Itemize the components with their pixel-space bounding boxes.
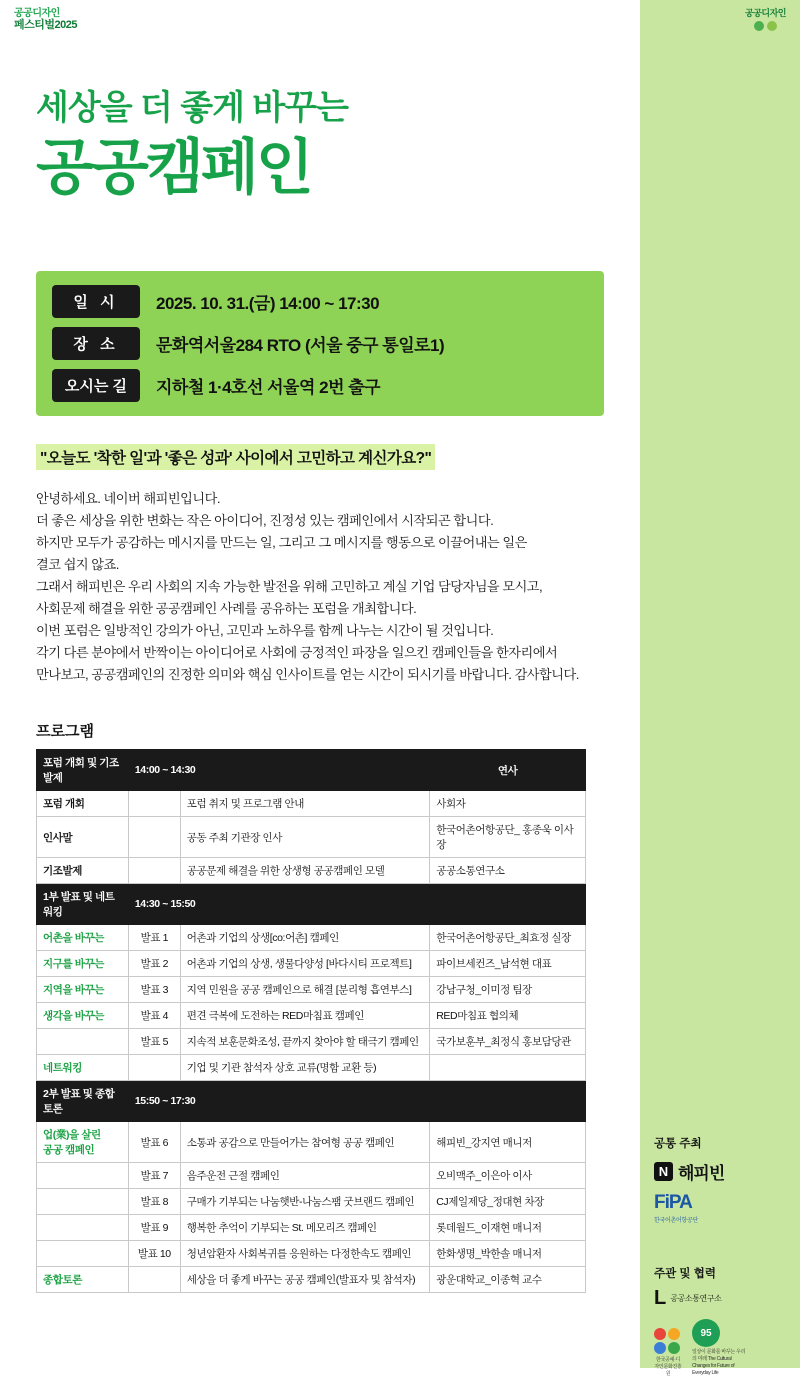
program-row-category: 지구를 바꾸는 <box>37 951 129 977</box>
program-row-speaker: CJ제일제당_정대현 차장 <box>430 1189 586 1215</box>
program-row-speaker: 롯데월드_이재현 매니저 <box>430 1215 586 1241</box>
festival-logo <box>14 8 77 31</box>
program-row-speaker: 국가보훈부_최정식 홍보담당관 <box>430 1029 586 1055</box>
program-row-number <box>128 1055 180 1081</box>
pcri-logo <box>654 1289 786 1307</box>
invitation-line: 하지만 모두가 공감하는 메시지를 만드는 일, 그리고 그 메시지를 행동으로 이끌어내는 일은 <box>36 535 527 550</box>
program-row-speaker: 한국어촌어항공단_ 홍종욱 이사장 <box>430 817 586 858</box>
program-row-category: 네트워킹 <box>37 1055 129 1081</box>
kcdf-dots-icon <box>654 1328 682 1354</box>
hero-title: 공공캠페인 <box>36 134 311 201</box>
program-row-topic: 공공문제 해결을 위한 상생형 공공캠페인 모델 <box>180 858 429 884</box>
program-row-number <box>128 858 180 884</box>
fipa-logo <box>654 1192 786 1224</box>
program-row-number <box>128 817 180 858</box>
partner-kcdf <box>654 1328 682 1377</box>
program-row-category <box>37 1189 129 1215</box>
program-row-topic: 구매가 기부되는 나눔햇반-나눔스팸 굿브랜드 캠페인 <box>180 1189 429 1215</box>
program-section-header <box>37 1081 586 1122</box>
naver-mark-icon: N <box>654 1162 673 1181</box>
info-value-place: 문화역서울284 RTO (서울 중구 통일로1) <box>156 336 445 355</box>
program-row-category: 생각을 바꾸는 <box>37 1003 129 1029</box>
program-row-speaker: RED마침표 협의체 <box>430 1003 586 1029</box>
program-row-category: 어촌을 바꾸는 <box>37 925 129 951</box>
program-row-number: 발표 6 <box>128 1122 180 1163</box>
program-speaker-header <box>430 884 586 925</box>
program-section-name: 2부 발표 및 종합토론 <box>37 1081 129 1122</box>
program-row-speaker: 오비맥주_이은아 이사 <box>430 1163 586 1189</box>
program-row <box>37 858 586 884</box>
event-info-box <box>36 271 604 416</box>
festival-logo-line1: 공공디자인 <box>14 8 60 19</box>
program-row-category <box>37 1163 129 1189</box>
happybean-logo <box>654 1159 786 1184</box>
program-row-number: 발표 9 <box>128 1215 180 1241</box>
program-table <box>36 749 586 1293</box>
program-row <box>37 791 586 817</box>
program-row <box>37 1003 586 1029</box>
program-section-header <box>37 750 586 791</box>
poster-sidebar <box>640 0 800 1377</box>
program-row-topic: 어촌과 기업의 상생[co:어촌] 캠페인 <box>180 925 429 951</box>
program-row-topic: 기업 및 기관 참석자 상호 교류(명함 교환 등) <box>180 1055 429 1081</box>
program-row <box>37 1215 586 1241</box>
program-row <box>37 1163 586 1189</box>
invitation-line: 더 좋은 세상을 위한 변화는 작은 아이디어, 진정성 있는 캠페인에서 시작되곤 합니다. <box>36 513 494 528</box>
happybean-label: 해피빈 <box>678 1164 725 1183</box>
invitation-line: 그래서 해피빈은 우리 사회의 지속 가능한 발전을 위해 고민하고 계실 기업 담당자님을 모시고, <box>36 579 543 594</box>
info-label-date: 일 시 <box>52 285 140 318</box>
program-row-number: 발표 1 <box>128 925 180 951</box>
sidebar-brand-logo <box>745 8 786 31</box>
invitation-line: 사회문제 해결을 위한 공공캠페인 사례를 공유하는 포럼을 개최합니다. <box>36 601 417 616</box>
program-row-topic: 지속적 보훈문화조성, 끝까지 찾아야 할 태극기 캠페인 <box>180 1029 429 1055</box>
program-row-number: 발표 7 <box>128 1163 180 1189</box>
fipa-sublabel: 한국어촌어항공단 <box>654 1218 698 1224</box>
program-row-category: 종합토론 <box>37 1267 129 1293</box>
program-row-number <box>128 791 180 817</box>
culture-mark-icon: 95 <box>692 1319 720 1347</box>
program-row-number: 발표 2 <box>128 951 180 977</box>
program-row-speaker: 공공소통연구소 <box>430 858 586 884</box>
program-row-number: 발표 4 <box>128 1003 180 1029</box>
invitation-line: 안녕하세요. 네이버 해피빈입니다. <box>36 491 221 506</box>
hero-subtitle: 세상을 더 좋게 바꾸는 <box>36 89 348 127</box>
program-row-topic: 소통과 공감으로 만들어가는 참여형 공공 캠페인 <box>180 1122 429 1163</box>
program-row-category <box>37 1215 129 1241</box>
program-row-number: 발표 3 <box>128 977 180 1003</box>
program-section-name: 1부 발표 및 네트워킹 <box>37 884 129 925</box>
program-row-category: 인사말 <box>37 817 129 858</box>
program-table-body <box>37 750 586 1293</box>
organizer-label: 주관 및 협력 <box>654 1268 716 1280</box>
program-row-topic: 행복한 추억이 기부되는 St. 메모리즈 캠페인 <box>180 1215 429 1241</box>
invitation-line: 각기 다른 분야에서 반짝이는 아이디어로 사회에 긍정적인 파장을 일으킨 캠페인들을 한자리에서 <box>36 645 558 660</box>
program-row-category: 기조발제 <box>37 858 129 884</box>
program-row-number <box>128 1267 180 1293</box>
program-row-speaker: 강남구청_이미정 팀장 <box>430 977 586 1003</box>
program-row <box>37 951 586 977</box>
program-row <box>37 1189 586 1215</box>
invitation-line: 만나보고, 공공캠페인의 진정한 의미와 핵심 인사이트를 얻는 시간이 되시기를 바랍니다. 감사합니다. <box>36 667 579 682</box>
fipa-label: FiPA <box>654 1192 692 1213</box>
invitation-body <box>36 488 608 686</box>
host-label: 공통 주최 <box>654 1138 702 1150</box>
program-speaker-header <box>430 1081 586 1122</box>
highlight-quote: "오늘도 '착한 일'과 '좋은 성과' 사이에서 고민하고 계신가요?" <box>36 444 435 470</box>
program-row-number: 발표 8 <box>128 1189 180 1215</box>
program-row <box>37 977 586 1003</box>
program-row-speaker: 광운대학교_이종혁 교수 <box>430 1267 586 1293</box>
info-label-directions: 오시는 길 <box>52 369 140 402</box>
program-row-speaker <box>430 1055 586 1081</box>
sidebar-brand-dots-icon <box>745 21 786 31</box>
hero-section <box>0 0 640 201</box>
culture-caption: 일상이 문화를 바꾸는 우리의 미래 The Cultural Changes for Future of Everyday Life <box>692 1349 746 1376</box>
program-row <box>37 1241 586 1267</box>
program-section-header <box>37 884 586 925</box>
program-row <box>37 925 586 951</box>
program-row-speaker: 파이브세컨즈_남석현 대표 <box>430 951 586 977</box>
kcdf-caption: 한국공예·디자인문화진흥원 <box>654 1357 682 1377</box>
invitation-line: 이번 포럼은 일방적인 강의가 아닌, 고민과 노하우를 함께 나누는 시간이 될 것입니다. <box>36 623 494 638</box>
program-row-category <box>37 1029 129 1055</box>
program-row-topic: 포럼 취지 및 프로그램 안내 <box>180 791 429 817</box>
program-row-topic: 청년암환자 사회복귀를 응원하는 다정한속도 캠페인 <box>180 1241 429 1267</box>
program-row <box>37 1029 586 1055</box>
partner-logos <box>654 1319 786 1377</box>
program-row-topic: 지역 민원을 공공 캠페인으로 해결 [분리형 흡연부스] <box>180 977 429 1003</box>
info-row-directions <box>52 369 588 402</box>
host-block <box>654 1135 786 1224</box>
program-row <box>37 817 586 858</box>
program-row-topic: 어촌과 기업의 상생, 생물다양성 [바다시티 프로젝트] <box>180 951 429 977</box>
program-row-speaker: 사회자 <box>430 791 586 817</box>
program-row-speaker: 해피빈_강지연 매니저 <box>430 1122 586 1163</box>
program-row-topic: 음주운전 근절 캠페인 <box>180 1163 429 1189</box>
program-row-category <box>37 1241 129 1267</box>
program-row-speaker: 한화생명_박한솔 매니저 <box>430 1241 586 1267</box>
program-row-number: 발표 5 <box>128 1029 180 1055</box>
festival-logo-line2: 페스티벌2025 <box>14 19 77 31</box>
sidebar-brand-text: 공공디자인 <box>745 8 786 18</box>
info-row-place <box>52 327 588 360</box>
program-row-category: 지역을 바꾸는 <box>37 977 129 1003</box>
program-row-topic: 편견 극복에 도전하는 RED마침표 캠페인 <box>180 1003 429 1029</box>
info-row-date <box>52 285 588 318</box>
invitation-line: 결코 쉽지 않죠. <box>36 557 119 572</box>
program-row-topic: 세상을 더 좋게 바꾸는 공공 캠페인(발표자 및 참석자) <box>180 1267 429 1293</box>
program-section-time: 14:30 ~ 15:50 <box>128 884 429 925</box>
pcri-label: 공공소통연구소 <box>670 1293 722 1303</box>
program-section-time: 14:00 ~ 14:30 <box>128 750 429 791</box>
pcri-mark-icon: L <box>654 1287 667 1309</box>
program-title: 프로그램 <box>36 723 94 740</box>
program-row <box>37 1122 586 1163</box>
program-row-category: 업(業)을 살린 공공 캠페인 <box>37 1122 129 1163</box>
organizer-block <box>654 1265 786 1377</box>
program-section-time: 15:50 ~ 17:30 <box>128 1081 429 1122</box>
info-label-place: 장 소 <box>52 327 140 360</box>
program-row <box>37 1055 586 1081</box>
program-section-name: 포럼 개회 및 기조발제 <box>37 750 129 791</box>
program-row <box>37 1267 586 1293</box>
program-row-number: 발표 10 <box>128 1241 180 1267</box>
info-value-date: 2025. 10. 31.(금) 14:00 ~ 17:30 <box>156 294 380 313</box>
program-row-speaker: 한국어촌어항공단_최효정 실장 <box>430 925 586 951</box>
program-row-category: 포럼 개회 <box>37 791 129 817</box>
program-row-topic: 공동 주최 기관장 인사 <box>180 817 429 858</box>
program-speaker-header: 연사 <box>430 750 586 791</box>
partner-culture <box>692 1319 746 1377</box>
info-value-directions: 지하철 1·4호선 서울역 2번 출구 <box>156 378 381 397</box>
